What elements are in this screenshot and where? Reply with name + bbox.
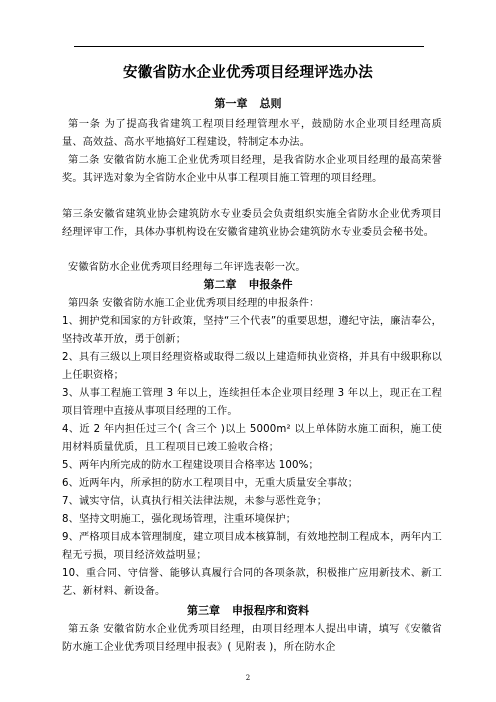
chapter-name: 申报条件 xyxy=(248,278,293,291)
document-title: 安徽省防水企业优秀项目经理评选办法 xyxy=(123,65,373,81)
list-item: 3、从事工程施工管理 3 年以上，连续担任本企业项目经理 3 年以上，现正在工程项目管理中直接从事项目经理的工作。 xyxy=(62,388,442,418)
list-item: 4、近 2 年内担任过三个( 含三个 )以上 5000m² 以上单体防水施工面积，施工使用材料质量优质，且工程项目已竣工验收合格； xyxy=(62,424,442,454)
paragraph: 第五条 安徽省防水企业优秀项目经理，由项目经理本人提出申请，填写《安徽省防水施工企业优秀项目经理申报表》( 见附表 )，所在防水企 xyxy=(62,624,442,654)
page-number: 2 xyxy=(245,674,251,682)
chapter-number: 第二章 xyxy=(203,278,237,291)
list-item: 1、拥护党和国家的方针政策，坚持“三个代表”的重要思想，遵纪守法，廉洁奉公，坚持改革开放，勇于创新； xyxy=(62,316,442,346)
list-item: 9、严格项目成本管理制度，建立项目成本核算制，有效地控制工程成本，两年内工程无亏损，项目经济效益明显； xyxy=(62,532,442,562)
paragraph: 第三条安徽省建筑业协会建筑防水专业委员会负责组织实施全省防水企业优秀项目经理评审工作，具体办事机构设在安徽省建筑业协会建筑防水专业委员会秘书处。 xyxy=(62,209,442,239)
list-item: 6、近两年内，所承担的防水工程项目中，无重大质量安全事故； xyxy=(62,478,359,489)
paragraph: 第二条 安徽省防水施工企业优秀项目经理，是我省防水企业项目经理的最高荣誉奖。其评选对象为全省防水企业中从事工程项目施工管理的项目经理。 xyxy=(62,155,442,185)
paragraph: 第一条 为了提高我省建筑工程项目经理管理水平，鼓励防水企业项目经理高质量、高效益、高水平地搞好工程建设，特制定本办法。 xyxy=(62,119,442,149)
chapter-heading xyxy=(0,277,496,293)
chapter-heading xyxy=(0,96,496,112)
paragraph: 第四条 安徽省防水施工企业优秀项目经理的申报条件： xyxy=(68,298,320,309)
header-rule xyxy=(74,46,424,47)
chapter-name: 申报程序和资料 xyxy=(232,604,309,617)
paragraph: 安徽省防水企业优秀项目经理每二年评选表彰一次。 xyxy=(68,262,306,273)
list-item: 10、重合同、守信誉、能够认真履行合同的各项条款，积极推广应用新技术、新工艺、新材料、新设备。 xyxy=(62,568,442,598)
chapter-heading xyxy=(0,603,496,619)
list-item: 8、坚持文明施工，强化现场管理，注重环境保护； xyxy=(62,514,297,525)
chapter-number: 第三章 xyxy=(187,604,220,617)
list-item: 7、诚实守信，认真执行相关法律法规，未参与恶性竞争； xyxy=(62,496,328,507)
chapter-name: 总则 xyxy=(259,97,282,110)
list-item: 5、两年内所完成的防水工程建设项目合格率达 100%； xyxy=(62,460,319,471)
list-item: 2、具有三级以上项目经理资格或取得二级以上建造师执业资格，并具有中级职称以上任职资格； xyxy=(62,352,442,382)
chapter-number: 第一章 xyxy=(214,97,248,110)
